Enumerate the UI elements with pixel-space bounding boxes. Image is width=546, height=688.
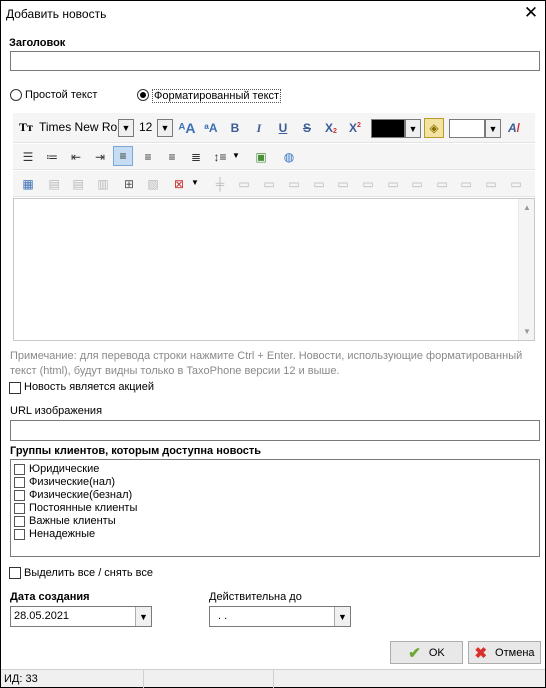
- cell-align-2-icon[interactable]: ▭: [288, 177, 300, 191]
- groups-label: Группы клиентов, которым доступна новость: [10, 445, 262, 457]
- chevron-down-icon[interactable]: ▼: [135, 607, 151, 626]
- close-icon[interactable]: ✕: [523, 3, 539, 22]
- justify-icon[interactable]: ≣: [190, 150, 202, 164]
- outdent-icon[interactable]: ⇤: [70, 150, 82, 164]
- cell-align-1-icon[interactable]: ▭: [263, 177, 275, 191]
- highlight-color-icon[interactable]: ◈: [424, 118, 444, 138]
- cell-align-5-icon[interactable]: ▭: [362, 177, 374, 191]
- promo-label: Новость является акцией: [24, 381, 154, 393]
- record-id: ИД: 33: [4, 673, 38, 685]
- status-divider: [273, 670, 274, 688]
- cell-align-8-icon[interactable]: ▭: [436, 177, 448, 191]
- chevron-down-icon[interactable]: ▼: [191, 178, 199, 187]
- text-color-dropdown[interactable]: [405, 119, 421, 138]
- bold-icon[interactable]: B: [230, 121, 240, 135]
- cell-align-9-icon[interactable]: ▭: [460, 177, 472, 191]
- group-checkbox[interactable]: [14, 516, 25, 527]
- superscript-icon[interactable]: X 2: [349, 121, 361, 135]
- insert-link-icon[interactable]: ◍: [283, 150, 295, 164]
- highlight-color-swatch[interactable]: [449, 119, 485, 138]
- format-note: [10, 349, 540, 379]
- plain-text-radio[interactable]: [10, 89, 22, 101]
- group-checkbox[interactable]: [14, 477, 25, 488]
- image-url-input[interactable]: [10, 420, 540, 441]
- cell-align-4-icon[interactable]: ▭: [337, 177, 349, 191]
- paragraph-toolbar: [13, 144, 535, 170]
- split-cells-icon[interactable]: ▭: [238, 177, 250, 191]
- indent-icon[interactable]: ⇥: [94, 150, 106, 164]
- created-date-picker[interactable]: [10, 606, 152, 627]
- subscript-icon[interactable]: X 2: [325, 121, 337, 135]
- insert-table-icon[interactable]: ▦: [22, 177, 34, 191]
- chevron-up-icon[interactable]: ▲: [523, 203, 531, 212]
- select-all-label: Выделить все / снять все: [24, 567, 154, 579]
- chevron-down-icon[interactable]: ▼: [523, 327, 531, 336]
- table-col-icon[interactable]: ▥: [97, 177, 109, 191]
- status-divider: [143, 670, 144, 688]
- font-size-dropdown[interactable]: [157, 119, 173, 137]
- table-props-icon[interactable]: ▧: [147, 177, 159, 191]
- valid-until-picker[interactable]: [209, 606, 351, 627]
- plain-text-label: Простой текст: [25, 89, 98, 101]
- cancel-button[interactable]: ✖ Отмена: [468, 641, 541, 664]
- cell-align-11-icon[interactable]: ▭: [510, 177, 522, 191]
- chevron-down-icon[interactable]: ▼: [334, 607, 350, 626]
- merge-cells-icon[interactable]: ╪: [215, 177, 225, 191]
- editor-area[interactable]: [13, 198, 535, 341]
- line-spacing-icon[interactable]: ↕≡: [213, 150, 227, 164]
- chevron-down-icon: ▼: [119, 120, 133, 136]
- note-line-1: Примечание: для перевода строки нажмите Ctrl + Enter. Новости, использующие форматированный: [10, 350, 523, 362]
- group-checkbox[interactable]: [14, 503, 25, 514]
- format-toolbar: [13, 113, 535, 143]
- highlight-dropdown[interactable]: [485, 119, 501, 138]
- delete-table-icon[interactable]: ⊠: [173, 177, 185, 191]
- chevron-down-icon: ▼: [486, 120, 500, 137]
- cell-align-3-icon[interactable]: ▭: [313, 177, 325, 191]
- font-size[interactable]: 12: [139, 120, 153, 134]
- numbered-list-icon[interactable]: ≔: [46, 150, 58, 164]
- align-center-icon[interactable]: ≡: [144, 150, 152, 164]
- select-all-checkbox[interactable]: [9, 567, 21, 579]
- cross-icon: ✖: [474, 644, 488, 662]
- align-left-icon[interactable]: ≡: [113, 146, 133, 166]
- image-url-label: URL изображения: [10, 405, 103, 417]
- table-cell-icon[interactable]: ⊞: [123, 177, 135, 191]
- formatted-text-label: Форматированный текст: [154, 90, 280, 102]
- cell-align-7-icon[interactable]: ▭: [411, 177, 423, 191]
- table-row-below-icon[interactable]: ▤: [72, 177, 84, 191]
- group-label: Юридические: [29, 463, 100, 475]
- bullet-list-icon[interactable]: ☰: [22, 150, 34, 164]
- created-date-value: 28.05.2021: [14, 610, 70, 622]
- window-title: Добавить новость: [6, 7, 107, 21]
- group-checkbox[interactable]: [14, 464, 25, 475]
- chevron-down-icon[interactable]: ▼: [232, 151, 240, 160]
- editor-scrollbar[interactable]: [518, 199, 534, 340]
- ok-button[interactable]: ✔ OK: [390, 641, 463, 664]
- headline-input[interactable]: [10, 51, 540, 71]
- valid-until-label: Действительна до: [209, 591, 302, 603]
- promo-checkbox[interactable]: [9, 382, 21, 394]
- group-checkbox[interactable]: [14, 490, 25, 501]
- group-label: Физические(безнал): [29, 489, 133, 501]
- group-label: Важные клиенты: [29, 515, 116, 527]
- italic-icon[interactable]: I: [256, 120, 262, 135]
- cell-align-10-icon[interactable]: ▭: [485, 177, 497, 191]
- text-color-swatch[interactable]: [371, 119, 405, 138]
- align-right-icon[interactable]: ≡: [168, 150, 176, 164]
- shrink-font-icon[interactable]: ᵃA: [204, 121, 218, 135]
- table-toolbar: [13, 171, 535, 197]
- formatted-text-radio[interactable]: [137, 89, 149, 101]
- chevron-down-icon: ▼: [406, 120, 420, 137]
- chevron-down-icon: ▼: [158, 120, 172, 136]
- underline-icon[interactable]: U: [278, 121, 288, 135]
- group-label: Постоянные клиенты: [29, 502, 138, 514]
- valid-until-value: . .: [218, 610, 228, 622]
- check-icon: ✔: [408, 644, 421, 662]
- strikethrough-icon[interactable]: S: [302, 121, 311, 135]
- groups-list: [10, 459, 540, 557]
- group-label: Ненадежные: [29, 528, 96, 540]
- font-dropdown[interactable]: [118, 119, 134, 137]
- clear-format-icon[interactable]: A /: [507, 121, 520, 135]
- table-row-above-icon[interactable]: ▤: [48, 177, 60, 191]
- grow-font-icon[interactable]: ᴬA: [178, 120, 196, 136]
- font-name[interactable]: Times New Ro: [39, 120, 118, 134]
- group-label: Физические(нал): [29, 476, 116, 488]
- created-date-label: Дата создания: [10, 591, 90, 603]
- cell-align-6-icon[interactable]: ▭: [387, 177, 399, 191]
- title-bar: [1, 1, 545, 27]
- font-icon: Tт: [19, 120, 33, 134]
- status-bar: [1, 669, 545, 687]
- headline-label: Заголовок: [9, 37, 66, 49]
- group-checkbox[interactable]: [14, 529, 25, 540]
- note-line-2: текст (html), будут видны только в TaxoPhone версии 12 и выше.: [10, 365, 340, 377]
- insert-image-icon[interactable]: ▣: [255, 150, 267, 164]
